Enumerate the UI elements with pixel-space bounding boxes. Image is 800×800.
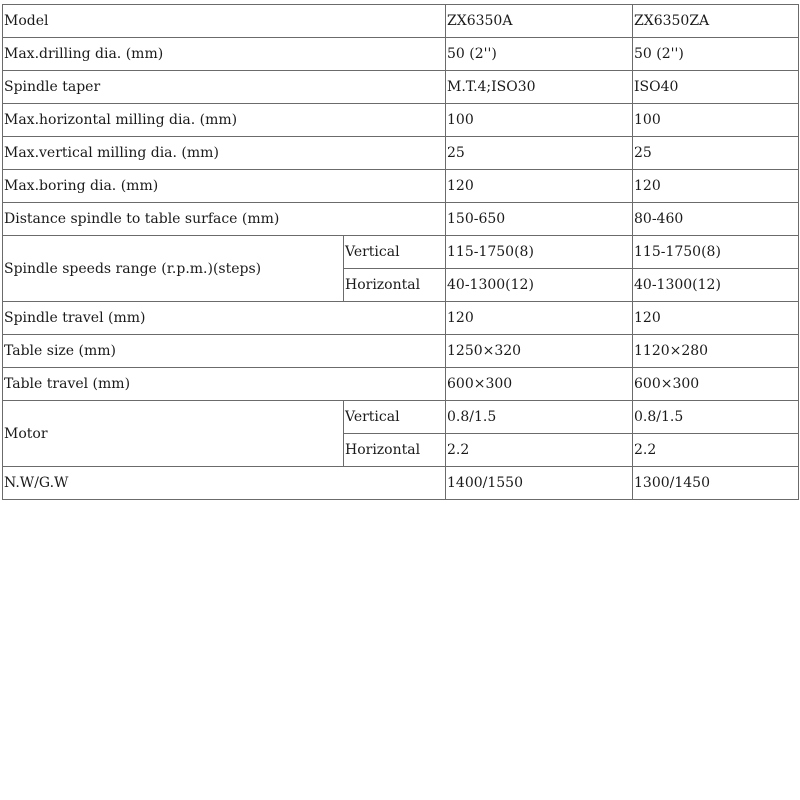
table-row-max-horizontal-milling xyxy=(3,104,799,137)
value-a: 120 xyxy=(446,170,633,203)
sub-label: Horizontal xyxy=(344,434,446,467)
value-a: 150-650 xyxy=(446,203,633,236)
table-row-nw-gw xyxy=(3,467,799,500)
param-label: Distance spindle to table surface (mm) xyxy=(3,203,446,236)
param-label: Spindle taper xyxy=(3,71,446,104)
value-a: 120 xyxy=(446,302,633,335)
value-b: 50 (2'') xyxy=(633,38,799,71)
table-row-spindle-travel xyxy=(3,302,799,335)
value-a: 40-1300(12) xyxy=(446,269,633,302)
table-row-max-vertical-milling xyxy=(3,137,799,170)
value-a: 115-1750(8) xyxy=(446,236,633,269)
table-row-motor-vertical xyxy=(3,401,799,434)
sub-label: Vertical xyxy=(344,401,446,434)
param-label: Max.horizontal milling dia. (mm) xyxy=(3,104,446,137)
value-b: 2.2 xyxy=(633,434,799,467)
value-a: 25 xyxy=(446,137,633,170)
value-b: 600×300 xyxy=(633,368,799,401)
value-a: 0.8/1.5 xyxy=(446,401,633,434)
model-label: Model xyxy=(3,5,446,38)
model-b-name: ZX6350ZA xyxy=(633,5,799,38)
model-a-name: ZX6350A xyxy=(446,5,633,38)
table-row-model xyxy=(3,5,799,38)
param-label: Spindle travel (mm) xyxy=(3,302,446,335)
param-label: Max.boring dia. (mm) xyxy=(3,170,446,203)
table-row-spindle-taper xyxy=(3,71,799,104)
value-a: 600×300 xyxy=(446,368,633,401)
spec-table xyxy=(2,4,799,500)
value-b: 120 xyxy=(633,170,799,203)
table-row-spindle-speeds-vertical xyxy=(3,236,799,269)
value-a: 1400/1550 xyxy=(446,467,633,500)
value-a: M.T.4;ISO30 xyxy=(446,71,633,104)
sub-label: Horizontal xyxy=(344,269,446,302)
value-a: 50 (2'') xyxy=(446,38,633,71)
value-b: 40-1300(12) xyxy=(633,269,799,302)
param-label: Table travel (mm) xyxy=(3,368,446,401)
value-b: 1300/1450 xyxy=(633,467,799,500)
table-row-max-boring xyxy=(3,170,799,203)
value-b: 100 xyxy=(633,104,799,137)
param-label: Max.vertical milling dia. (mm) xyxy=(3,137,446,170)
param-label: N.W/G.W xyxy=(3,467,446,500)
param-label: Table size (mm) xyxy=(3,335,446,368)
table-row-table-size xyxy=(3,335,799,368)
table-row-distance-spindle xyxy=(3,203,799,236)
value-a: 100 xyxy=(446,104,633,137)
param-label: Max.drilling dia. (mm) xyxy=(3,38,446,71)
table-row-table-travel xyxy=(3,368,799,401)
value-a: 1250×320 xyxy=(446,335,633,368)
value-b: 25 xyxy=(633,137,799,170)
value-b: 1120×280 xyxy=(633,335,799,368)
value-a: 2.2 xyxy=(446,434,633,467)
value-b: 0.8/1.5 xyxy=(633,401,799,434)
value-b: 120 xyxy=(633,302,799,335)
param-label: Spindle speeds range (r.p.m.)(steps) xyxy=(3,236,344,302)
sub-label: Vertical xyxy=(344,236,446,269)
table-row-max-drilling xyxy=(3,38,799,71)
value-b: 115-1750(8) xyxy=(633,236,799,269)
value-b: ISO40 xyxy=(633,71,799,104)
value-b: 80-460 xyxy=(633,203,799,236)
param-label: Motor xyxy=(3,401,344,467)
